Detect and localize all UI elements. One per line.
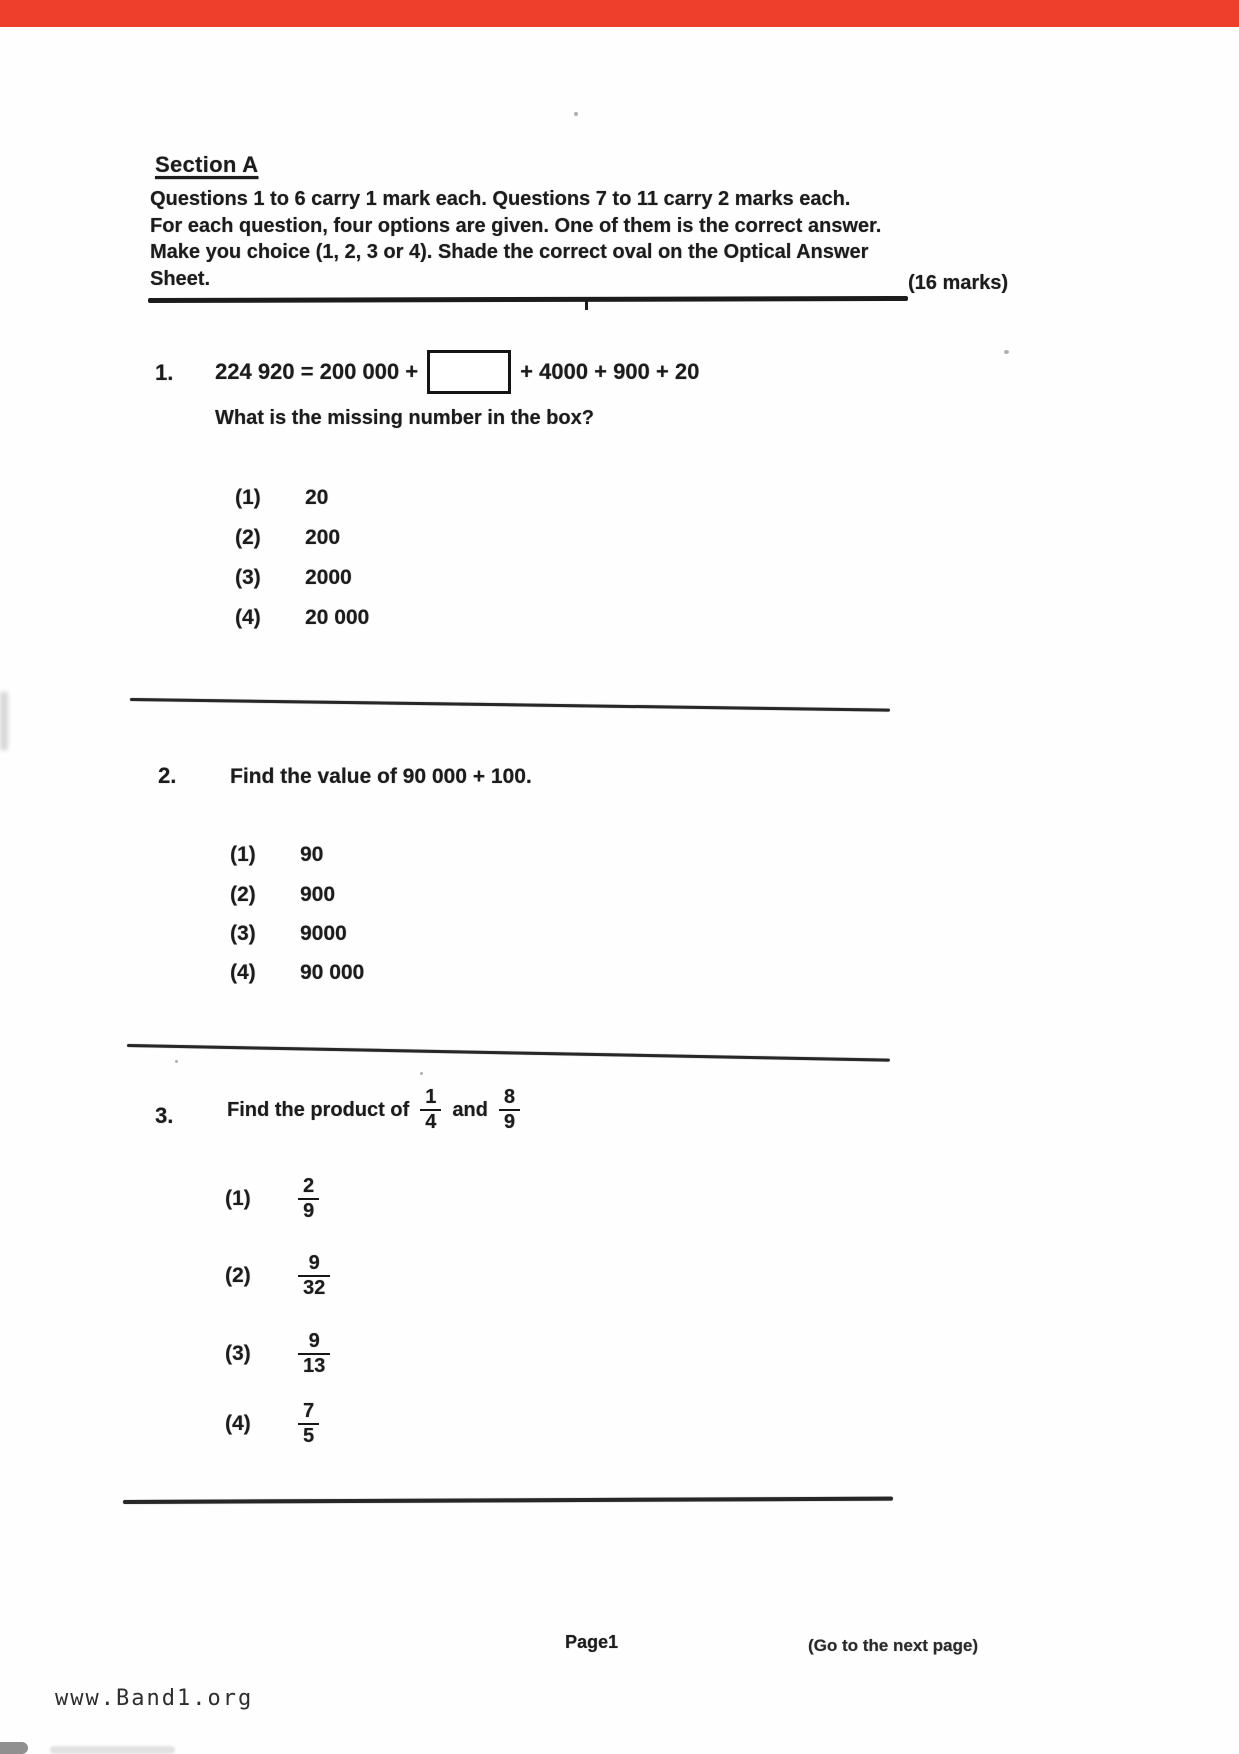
- scan-speck: [574, 112, 578, 116]
- option-label: (1): [225, 1187, 251, 1210]
- option-row: [235, 606, 369, 630]
- fraction: [298, 1330, 330, 1378]
- fraction-denominator: 13: [298, 1353, 330, 1378]
- option-row: [235, 566, 352, 590]
- option-row: [225, 1252, 330, 1300]
- footer-page-number: Page1: [565, 1632, 619, 1652]
- option-row: [230, 961, 364, 985]
- fraction-numerator: 1: [425, 1086, 437, 1108]
- fraction-numerator: 2: [303, 1175, 315, 1197]
- option-label: (4): [235, 606, 261, 629]
- option-row: [225, 1175, 319, 1223]
- instruction-line-1: Questions 1 to 6 carry 1 mark each. Questions 7 to 11 carry 2 marks each.: [150, 188, 851, 210]
- fraction-numerator: 9: [308, 1330, 320, 1352]
- fraction-numerator: 8: [503, 1086, 515, 1108]
- option-label: (2): [230, 883, 256, 906]
- instruction-line-3: Make you choice (1, 2, 3 or 4). Shade the correct oval on the Optical Answer: [150, 241, 869, 263]
- marks-label: (16 marks): [908, 272, 1009, 294]
- option-value: 90: [300, 843, 324, 866]
- fraction-numerator: 9: [308, 1252, 320, 1274]
- option-label: (4): [225, 1412, 251, 1435]
- question-1-number: 1.: [155, 360, 174, 385]
- option-row: [225, 1400, 319, 1448]
- option-value: 900: [300, 883, 336, 906]
- divider: [123, 1497, 893, 1504]
- option-value: 2000: [305, 566, 352, 589]
- fraction: [298, 1175, 319, 1223]
- option-label: (2): [235, 526, 261, 549]
- option-label: (4): [230, 961, 256, 984]
- equation-suffix: + 4000 + 900 + 20: [520, 359, 700, 384]
- option-value: 20: [305, 486, 329, 509]
- scan-speck: [420, 1072, 423, 1075]
- fraction: [298, 1252, 330, 1300]
- fraction-denominator: 9: [499, 1109, 520, 1134]
- underline-tick: [585, 301, 588, 310]
- fraction-denominator: 32: [298, 1275, 330, 1300]
- option-row: [225, 1330, 330, 1378]
- question-3-prompt: [227, 1086, 520, 1134]
- instructions-underline: [148, 296, 908, 303]
- divider: [127, 1044, 890, 1062]
- conjunction-text: and: [452, 1098, 488, 1121]
- scan-speck: [175, 1060, 178, 1063]
- top-bar: [0, 0, 1239, 27]
- fraction: [499, 1086, 520, 1134]
- option-row: [230, 883, 335, 907]
- footer-next-page: (Go to the next page): [808, 1636, 978, 1655]
- fraction-denominator: 9: [298, 1198, 319, 1223]
- option-value: 90 000: [300, 961, 365, 984]
- question-2-prompt: Find the value of 90 000 + 100.: [230, 765, 532, 788]
- instruction-line-4: Sheet.: [150, 267, 211, 290]
- fraction: [298, 1400, 319, 1448]
- option-label: (2): [225, 1264, 251, 1287]
- site-watermark: www.Band1.org: [55, 1686, 254, 1711]
- scan-blob: [0, 1742, 28, 1754]
- option-row: [230, 922, 347, 946]
- option-row: [230, 843, 323, 867]
- section-title: Section A: [155, 152, 259, 177]
- section-instructions: [150, 186, 925, 292]
- question-1-equation: [215, 350, 699, 394]
- option-value: 200: [305, 526, 341, 549]
- option-label: (3): [225, 1342, 251, 1365]
- question-3-number: 3.: [155, 1103, 174, 1128]
- option-label: (1): [230, 843, 256, 866]
- option-value: 20 000: [305, 606, 370, 629]
- option-label: (3): [230, 922, 256, 945]
- scan-speck: [1004, 350, 1009, 354]
- option-label: (1): [235, 486, 261, 509]
- instruction-line-2: For each question, four options are given. One of them is the correct answer.: [150, 214, 882, 237]
- fraction-denominator: 4: [420, 1109, 441, 1134]
- equation-prefix: 224 920 = 200 000 +: [215, 359, 419, 384]
- fraction-denominator: 5: [298, 1423, 319, 1448]
- missing-number-box: [427, 350, 511, 394]
- option-value: 9000: [300, 922, 347, 945]
- option-label: (3): [235, 566, 261, 589]
- question-1-prompt: What is the missing number in the box?: [215, 407, 594, 429]
- divider: [130, 698, 890, 712]
- fraction: [420, 1086, 441, 1134]
- question-2-number: 2.: [158, 763, 177, 788]
- scan-streak: [0, 692, 8, 750]
- option-row: [235, 486, 328, 510]
- option-row: [235, 526, 340, 550]
- prompt-text: Find the product of: [227, 1098, 410, 1121]
- fraction-numerator: 7: [303, 1400, 315, 1422]
- scan-smudge: [50, 1746, 175, 1754]
